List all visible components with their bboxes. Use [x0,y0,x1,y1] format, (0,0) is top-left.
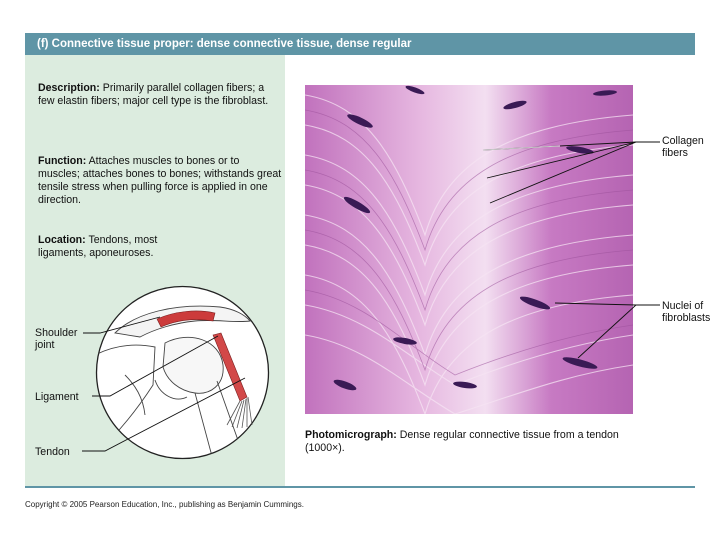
collagen-label-line1: Collagen [662,135,704,147]
caption-label: Photomicrograph: [305,429,397,441]
section-title: (f) Connective tissue proper: dense connective tissue, dense regular [25,33,695,55]
collagen-label-line2: fibers [662,147,688,159]
location-label: Location: [38,234,86,246]
shoulder-illustration [95,285,270,460]
ligament-label: Ligament [35,391,79,403]
description-text: Primarily parallel collagen fibers; a few elastin fibers; major cell type is the fibroblast. [38,82,269,107]
location-text: Tendons, most ligaments, aponeuroses. [38,234,158,259]
location-block [38,234,208,260]
photomicrograph-caption [305,429,650,455]
caption-text: Dense regular connective tissue from a tendon (1000×). [305,429,619,454]
shoulder-label-line2: joint [35,339,55,351]
shoulder-label-line1: Shoulder [35,327,78,339]
function-label: Function: [38,155,87,167]
copyright-notice: Copyright © 2005 Pearson Education, Inc., publishing as Benjamin Cummings. [25,500,304,509]
nuclei-label-line2: fibroblasts [662,312,711,324]
description-block [38,82,283,108]
shoulder-joint-label [35,327,77,351]
collagen-fibers-label [662,135,704,159]
divider [25,486,695,488]
tendon-label: Tendon [35,446,70,458]
nuclei-fibroblasts-label [662,300,710,324]
photomicrograph [305,85,633,414]
function-block [38,155,283,207]
nuclei-label-line1: Nuclei of [662,300,704,312]
function-text: Attaches muscles to bones or to muscles; attaches bones to bones; withstands great tensile stress when pulling force is applied in one direction. [38,155,282,206]
description-label: Description: [38,82,100,94]
